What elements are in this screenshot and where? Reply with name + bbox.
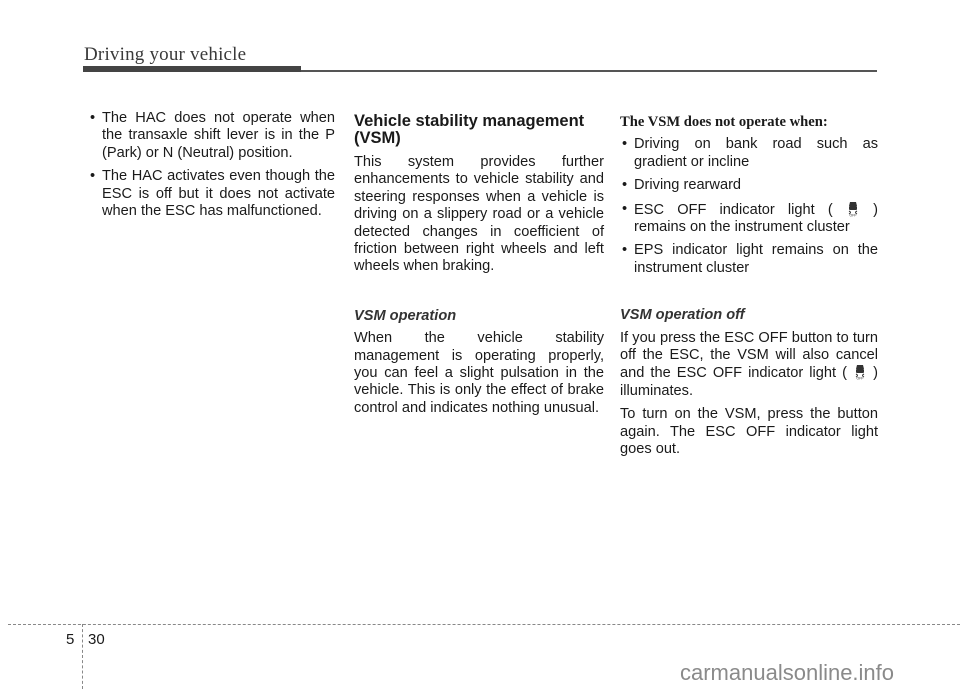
chapter-number: 5 [66,631,75,648]
svg-text:OFF: OFF [856,376,864,381]
header-title: Driving your vehicle [84,44,247,65]
footer-page-divider [82,624,83,689]
paragraph-text: ) illuminates. [620,365,878,399]
column-hac-notes [88,110,335,226]
vsm-intro-paragraph: This system provides further enhancements to vehicle stability and steering responses when a vehicle is driving on a slippery road or a vehicle detected changes in coefficient of friction between right wheels and left wheels when braking. [354,154,604,275]
hac-bullet-list [88,110,335,220]
vsm-operation-paragraph: When the vehicle stability management is operating properly, you can feel a slight pulsation in the vehicle. This is only the effect of brake control and indicates nothing unusual. [354,330,604,416]
esc-off-indicator-icon [853,364,867,380]
list-item: • The HAC activates even though the ESC is off but it does not activate when the ESC has malfunctioned. [88,168,335,220]
page-number: 30 [88,631,105,648]
svg-text:OFF: OFF [849,213,857,217]
list-item-text: ) remains on the instrument cluster [634,201,878,236]
list-item: • The HAC does not operate when the transaxle shift lever is in the P (Park) or N (Neutral) position. [88,110,335,162]
column-vsm [354,110,604,423]
esc-off-indicator-icon [846,201,860,217]
subheading-vsm-operation: VSM operation [354,307,457,324]
list-item: • Driving rearward [620,177,878,194]
vsm-off-paragraph-2: To turn on the VSM, press the button again. The ESC OFF indicator light goes out. [620,406,878,458]
list-item-text: ESC OFF indicator light ( [634,201,833,218]
column-vsm-conditions [620,110,878,465]
list-item: • Driving on bank road such as gradient or incline [620,136,878,171]
vsm-off-paragraph-1 [620,330,878,401]
section-heading-vsm: Vehicle stability management (VSM) [354,112,585,147]
list-item [620,201,878,237]
footer-divider [8,624,960,625]
vsm-condition-list [620,136,878,277]
heading-vsm-not-operate: The VSM does not operate when: [620,114,828,130]
header-bar-thick [83,66,301,72]
header-bar-thin [301,70,877,72]
list-item: • EPS indicator light remains on the instrument cluster [620,242,878,277]
subheading-vsm-operation-off: VSM operation off [620,307,745,324]
watermark: carmanualsonline.info [680,660,895,685]
paragraph-text: If you press the ESC OFF button to turn off the ESC, the VSM will also cancel and the ESC OFF indicator light ( [620,329,878,382]
